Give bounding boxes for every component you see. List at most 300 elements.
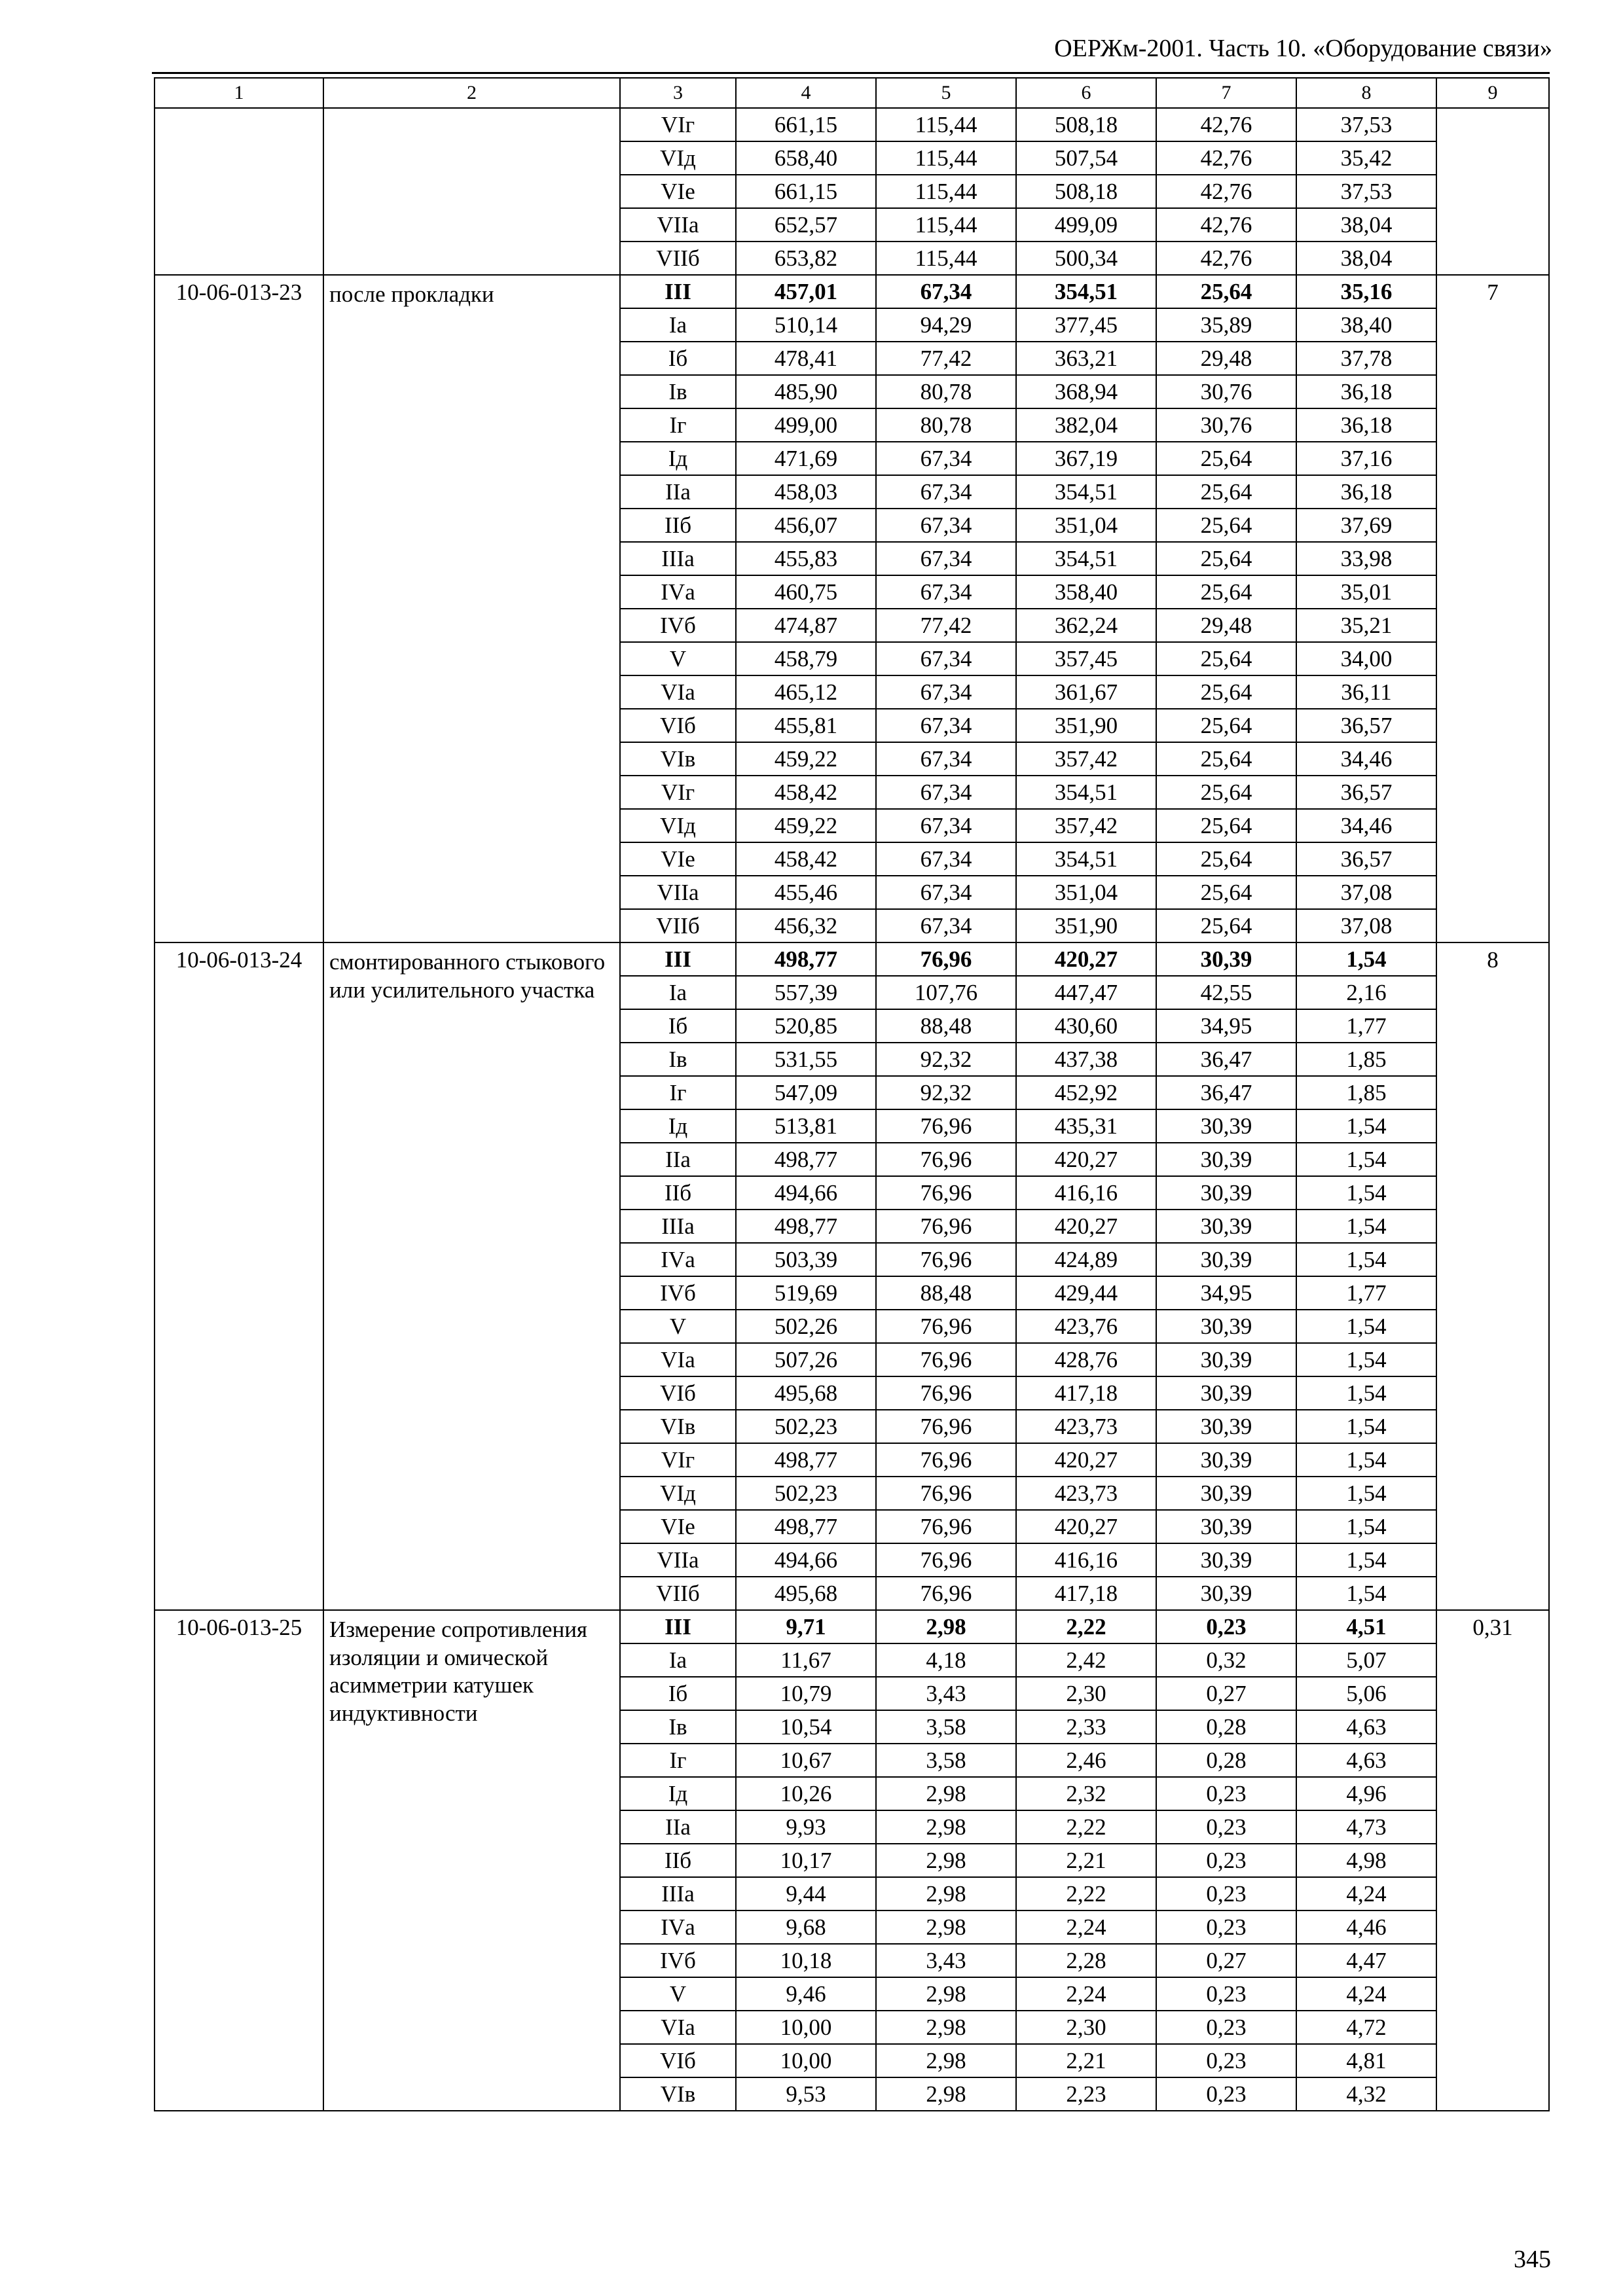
value-cell: 4,46: [1296, 1910, 1436, 1944]
rate-description: [323, 108, 620, 275]
value-cell: 4,63: [1296, 1744, 1436, 1777]
value-cell: 1,54: [1296, 1376, 1436, 1410]
zone-cell: Iб: [620, 1009, 736, 1043]
zone-cell: Iд: [620, 1109, 736, 1143]
value-cell: 2,98: [876, 1910, 1016, 1944]
value-cell: 29,48: [1156, 609, 1296, 642]
value-cell: 2,33: [1016, 1710, 1156, 1744]
value-cell: 652,57: [736, 208, 876, 242]
value-cell: 67,34: [876, 742, 1016, 776]
value-cell: 25,64: [1156, 876, 1296, 909]
value-cell: 25,64: [1156, 842, 1296, 876]
value-cell: 2,24: [1016, 1977, 1156, 2011]
rate-code: [155, 108, 323, 275]
value-cell: 30,39: [1156, 1443, 1296, 1477]
value-cell: 10,26: [736, 1777, 876, 1810]
value-cell: 3,43: [876, 1677, 1016, 1710]
zone-cell: IVа: [620, 1243, 736, 1276]
value-cell: 2,22: [1016, 1810, 1156, 1844]
zone-cell: VIIб: [620, 1577, 736, 1610]
value-cell: 658,40: [736, 141, 876, 175]
value-cell: 76,96: [876, 1410, 1016, 1443]
value-cell: 500,34: [1016, 242, 1156, 275]
zone-cell: Iд: [620, 1777, 736, 1810]
value-cell: 42,76: [1156, 141, 1296, 175]
value-cell: 67,34: [876, 442, 1016, 475]
value-cell: 498,77: [736, 1443, 876, 1477]
value-cell: 35,89: [1156, 308, 1296, 342]
page-number: 345: [1514, 2246, 1551, 2273]
column-9-value: [1436, 108, 1549, 275]
value-cell: 4,47: [1296, 1944, 1436, 1977]
rates-table: [154, 77, 1550, 2111]
value-cell: 485,90: [736, 375, 876, 408]
value-cell: 76,96: [876, 1109, 1016, 1143]
column-number: 4: [736, 78, 876, 108]
value-cell: 3,58: [876, 1710, 1016, 1744]
value-cell: 10,00: [736, 2044, 876, 2077]
rate-description: после прокладки: [323, 275, 620, 942]
value-cell: 1,54: [1296, 1577, 1436, 1610]
value-cell: 494,66: [736, 1176, 876, 1210]
zone-cell: Iд: [620, 442, 736, 475]
value-cell: 30,39: [1156, 1577, 1296, 1610]
value-cell: 35,01: [1296, 575, 1436, 609]
value-cell: 4,24: [1296, 1977, 1436, 2011]
value-cell: 357,45: [1016, 642, 1156, 675]
value-cell: 429,44: [1016, 1276, 1156, 1310]
value-cell: 25,64: [1156, 675, 1296, 709]
zone-cell: Iа: [620, 1643, 736, 1677]
value-cell: 499,00: [736, 408, 876, 442]
value-cell: 358,40: [1016, 575, 1156, 609]
value-cell: 76,96: [876, 1577, 1016, 1610]
value-cell: 458,79: [736, 642, 876, 675]
value-cell: 1,77: [1296, 1009, 1436, 1043]
zone-cell: III: [620, 942, 736, 976]
zone-cell: VIIа: [620, 876, 736, 909]
value-cell: 417,18: [1016, 1577, 1156, 1610]
value-cell: 25,64: [1156, 475, 1296, 509]
value-cell: 34,00: [1296, 642, 1436, 675]
column-number: 8: [1296, 78, 1436, 108]
value-cell: 423,73: [1016, 1410, 1156, 1443]
value-cell: 5,06: [1296, 1677, 1436, 1710]
value-cell: 25,64: [1156, 442, 1296, 475]
value-cell: 510,14: [736, 308, 876, 342]
value-cell: 25,64: [1156, 275, 1296, 308]
value-cell: 2,30: [1016, 1677, 1156, 1710]
value-cell: 428,76: [1016, 1343, 1156, 1376]
value-cell: 653,82: [736, 242, 876, 275]
value-cell: 1,77: [1296, 1276, 1436, 1310]
value-cell: 1,54: [1296, 1243, 1436, 1276]
value-cell: 351,04: [1016, 509, 1156, 542]
value-cell: 382,04: [1016, 408, 1156, 442]
value-cell: 30,39: [1156, 1210, 1296, 1243]
value-cell: 30,39: [1156, 1109, 1296, 1143]
value-cell: 30,76: [1156, 408, 1296, 442]
value-cell: 1,54: [1296, 1410, 1436, 1443]
value-cell: 115,44: [876, 175, 1016, 208]
value-cell: 10,18: [736, 1944, 876, 1977]
value-cell: 30,39: [1156, 942, 1296, 976]
value-cell: 67,34: [876, 509, 1016, 542]
value-cell: 0,28: [1156, 1710, 1296, 1744]
zone-cell: VIа: [620, 1343, 736, 1376]
value-cell: 30,76: [1156, 375, 1296, 408]
value-cell: 80,78: [876, 375, 1016, 408]
zone-cell: VIв: [620, 2077, 736, 2111]
value-cell: 1,54: [1296, 1176, 1436, 1210]
value-cell: 423,76: [1016, 1310, 1156, 1343]
value-cell: 107,76: [876, 976, 1016, 1009]
value-cell: 494,66: [736, 1543, 876, 1577]
zone-cell: IIIа: [620, 542, 736, 575]
value-cell: 416,16: [1016, 1543, 1156, 1577]
value-cell: 25,64: [1156, 542, 1296, 575]
value-cell: 115,44: [876, 108, 1016, 141]
value-cell: 67,34: [876, 809, 1016, 842]
value-cell: 30,39: [1156, 1376, 1296, 1410]
zone-cell: Iб: [620, 342, 736, 375]
value-cell: 35,21: [1296, 609, 1436, 642]
zone-cell: III: [620, 1610, 736, 1643]
value-cell: 30,39: [1156, 1477, 1296, 1510]
value-cell: 2,21: [1016, 2044, 1156, 2077]
zone-cell: Iг: [620, 408, 736, 442]
value-cell: 35,16: [1296, 275, 1436, 308]
value-cell: 2,98: [876, 1977, 1016, 2011]
value-cell: 9,53: [736, 2077, 876, 2111]
value-cell: 0,23: [1156, 1977, 1296, 2011]
zone-cell: IVб: [620, 609, 736, 642]
column-number: 3: [620, 78, 736, 108]
value-cell: 0,23: [1156, 2077, 1296, 2111]
column-number: 9: [1436, 78, 1549, 108]
value-cell: 38,04: [1296, 208, 1436, 242]
value-cell: 0,27: [1156, 1677, 1296, 1710]
value-cell: 30,39: [1156, 1543, 1296, 1577]
value-cell: 76,96: [876, 1176, 1016, 1210]
value-cell: 30,39: [1156, 1143, 1296, 1176]
value-cell: 502,26: [736, 1310, 876, 1343]
value-cell: 115,44: [876, 141, 1016, 175]
value-cell: 30,39: [1156, 1510, 1296, 1543]
value-cell: 503,39: [736, 1243, 876, 1276]
zone-cell: Iа: [620, 976, 736, 1009]
value-cell: 67,34: [876, 709, 1016, 742]
zone-cell: IIа: [620, 475, 736, 509]
value-cell: 42,76: [1156, 175, 1296, 208]
value-cell: 10,67: [736, 1744, 876, 1777]
value-cell: 459,22: [736, 742, 876, 776]
value-cell: 76,96: [876, 1310, 1016, 1343]
zone-cell: III: [620, 275, 736, 308]
zone-cell: IIIа: [620, 1877, 736, 1910]
value-cell: 456,07: [736, 509, 876, 542]
zone-cell: VIв: [620, 742, 736, 776]
value-cell: 362,24: [1016, 609, 1156, 642]
value-cell: 502,23: [736, 1410, 876, 1443]
value-cell: 2,42: [1016, 1643, 1156, 1677]
value-cell: 0,28: [1156, 1744, 1296, 1777]
value-cell: 2,98: [876, 2077, 1016, 2111]
value-cell: 2,98: [876, 2044, 1016, 2077]
value-cell: 37,08: [1296, 876, 1436, 909]
value-cell: 458,03: [736, 475, 876, 509]
value-cell: 33,98: [1296, 542, 1436, 575]
zone-cell: VIа: [620, 675, 736, 709]
value-cell: 351,04: [1016, 876, 1156, 909]
zone-cell: IVа: [620, 575, 736, 609]
value-cell: 1,54: [1296, 1143, 1436, 1176]
value-cell: 30,39: [1156, 1410, 1296, 1443]
zone-cell: VIIа: [620, 1543, 736, 1577]
zone-cell: Iв: [620, 1043, 736, 1076]
rate-code: 10-06-013-25: [155, 1610, 323, 2111]
value-cell: 447,47: [1016, 976, 1156, 1009]
value-cell: 4,51: [1296, 1610, 1436, 1643]
table-body: [155, 78, 1549, 2111]
value-cell: 0,27: [1156, 1944, 1296, 1977]
value-cell: 67,34: [876, 642, 1016, 675]
value-cell: 420,27: [1016, 1143, 1156, 1176]
rate-code: 10-06-013-24: [155, 942, 323, 1610]
value-cell: 76,96: [876, 1443, 1016, 1477]
value-cell: 76,96: [876, 1510, 1016, 1543]
value-cell: 4,81: [1296, 2044, 1436, 2077]
value-cell: 88,48: [876, 1009, 1016, 1043]
value-cell: 2,21: [1016, 1844, 1156, 1877]
zone-cell: Iб: [620, 1677, 736, 1710]
zone-cell: Iг: [620, 1076, 736, 1109]
value-cell: 531,55: [736, 1043, 876, 1076]
value-cell: 354,51: [1016, 475, 1156, 509]
column-number: 6: [1016, 78, 1156, 108]
value-cell: 4,63: [1296, 1710, 1436, 1744]
zone-cell: VIа: [620, 2011, 736, 2044]
zone-cell: VIIа: [620, 208, 736, 242]
value-cell: 4,18: [876, 1643, 1016, 1677]
value-cell: 1,54: [1296, 1443, 1436, 1477]
value-cell: 2,98: [876, 1844, 1016, 1877]
value-cell: 519,69: [736, 1276, 876, 1310]
value-cell: 9,71: [736, 1610, 876, 1643]
value-cell: 115,44: [876, 242, 1016, 275]
value-cell: 30,39: [1156, 1343, 1296, 1376]
value-cell: 92,32: [876, 1076, 1016, 1109]
value-cell: 498,77: [736, 1143, 876, 1176]
value-cell: 67,34: [876, 842, 1016, 876]
zone-cell: V: [620, 1310, 736, 1343]
value-cell: 2,30: [1016, 2011, 1156, 2044]
value-cell: 4,98: [1296, 1844, 1436, 1877]
rate-description: Измерение сопротивления изоляции и омической асимметрии катушек индуктивности: [323, 1610, 620, 2111]
value-cell: 417,18: [1016, 1376, 1156, 1410]
value-cell: 435,31: [1016, 1109, 1156, 1143]
value-cell: 430,60: [1016, 1009, 1156, 1043]
value-cell: 35,42: [1296, 141, 1436, 175]
zone-cell: VIб: [620, 709, 736, 742]
zone-cell: IVа: [620, 1910, 736, 1944]
zone-cell: IVб: [620, 1944, 736, 1977]
value-cell: 67,34: [876, 909, 1016, 942]
value-cell: 37,69: [1296, 509, 1436, 542]
zone-cell: VIе: [620, 175, 736, 208]
value-cell: 67,34: [876, 876, 1016, 909]
value-cell: 2,98: [876, 1877, 1016, 1910]
value-cell: 1,54: [1296, 1510, 1436, 1543]
value-cell: 76,96: [876, 942, 1016, 976]
value-cell: 36,18: [1296, 408, 1436, 442]
value-cell: 502,23: [736, 1477, 876, 1510]
value-cell: 2,22: [1016, 1877, 1156, 1910]
value-cell: 0,23: [1156, 1910, 1296, 1944]
value-cell: 9,68: [736, 1910, 876, 1944]
value-cell: 1,85: [1296, 1076, 1436, 1109]
value-cell: 1,54: [1296, 942, 1436, 976]
value-cell: 457,01: [736, 275, 876, 308]
value-cell: 354,51: [1016, 842, 1156, 876]
zone-cell: VIб: [620, 2044, 736, 2077]
value-cell: 0,23: [1156, 1610, 1296, 1643]
value-cell: 25,64: [1156, 776, 1296, 809]
value-cell: 36,18: [1296, 475, 1436, 509]
value-cell: 557,39: [736, 976, 876, 1009]
value-cell: 36,57: [1296, 709, 1436, 742]
zone-cell: IIа: [620, 1143, 736, 1176]
value-cell: 38,04: [1296, 242, 1436, 275]
value-cell: 30,39: [1156, 1310, 1296, 1343]
value-cell: 478,41: [736, 342, 876, 375]
value-cell: 37,53: [1296, 108, 1436, 141]
column-number: 5: [876, 78, 1016, 108]
value-cell: 37,78: [1296, 342, 1436, 375]
value-cell: 351,90: [1016, 709, 1156, 742]
value-cell: 36,47: [1156, 1076, 1296, 1109]
value-cell: 0,23: [1156, 1810, 1296, 1844]
value-cell: 2,24: [1016, 1910, 1156, 1944]
value-cell: 36,57: [1296, 776, 1436, 809]
value-cell: 10,79: [736, 1677, 876, 1710]
value-cell: 3,58: [876, 1744, 1016, 1777]
value-cell: 507,54: [1016, 141, 1156, 175]
zone-cell: VIг: [620, 776, 736, 809]
value-cell: 520,85: [736, 1009, 876, 1043]
zone-cell: VIг: [620, 1443, 736, 1477]
value-cell: 0,23: [1156, 1777, 1296, 1810]
value-cell: 460,75: [736, 575, 876, 609]
value-cell: 37,08: [1296, 909, 1436, 942]
value-cell: 507,26: [736, 1343, 876, 1376]
value-cell: 2,46: [1016, 1744, 1156, 1777]
value-cell: 2,23: [1016, 2077, 1156, 2111]
value-cell: 452,92: [1016, 1076, 1156, 1109]
value-cell: 25,64: [1156, 742, 1296, 776]
zone-cell: VIд: [620, 1477, 736, 1510]
value-cell: 2,22: [1016, 1610, 1156, 1643]
value-cell: 437,38: [1016, 1043, 1156, 1076]
value-cell: 10,00: [736, 2011, 876, 2044]
value-cell: 474,87: [736, 609, 876, 642]
value-cell: 4,24: [1296, 1877, 1436, 1910]
value-cell: 10,17: [736, 1844, 876, 1877]
value-cell: 25,64: [1156, 575, 1296, 609]
value-cell: 37,53: [1296, 175, 1436, 208]
value-cell: 36,18: [1296, 375, 1436, 408]
value-cell: 661,15: [736, 108, 876, 141]
value-cell: 2,16: [1296, 976, 1436, 1009]
table-row: [155, 275, 1549, 308]
value-cell: 76,96: [876, 1477, 1016, 1510]
value-cell: 80,78: [876, 408, 1016, 442]
value-cell: 458,42: [736, 842, 876, 876]
zone-cell: V: [620, 1977, 736, 2011]
table-row: [155, 942, 1549, 976]
value-cell: 420,27: [1016, 1210, 1156, 1243]
value-cell: 420,27: [1016, 942, 1156, 976]
column-number-row: [155, 78, 1549, 108]
value-cell: 5,07: [1296, 1643, 1436, 1677]
value-cell: 498,77: [736, 942, 876, 976]
zone-cell: VIб: [620, 1376, 736, 1410]
value-cell: 0,23: [1156, 1844, 1296, 1877]
value-cell: 92,32: [876, 1043, 1016, 1076]
value-cell: 4,72: [1296, 2011, 1436, 2044]
zone-cell: IIб: [620, 1844, 736, 1877]
value-cell: 465,12: [736, 675, 876, 709]
value-cell: 420,27: [1016, 1510, 1156, 1543]
value-cell: 34,95: [1156, 1009, 1296, 1043]
zone-cell: Iв: [620, 1710, 736, 1744]
value-cell: 76,96: [876, 1143, 1016, 1176]
value-cell: 34,95: [1156, 1276, 1296, 1310]
value-cell: 2,28: [1016, 1944, 1156, 1977]
value-cell: 36,11: [1296, 675, 1436, 709]
value-cell: 30,39: [1156, 1243, 1296, 1276]
zone-cell: VIд: [620, 141, 736, 175]
zone-cell: Iв: [620, 375, 736, 408]
value-cell: 2,98: [876, 1610, 1016, 1643]
value-cell: 94,29: [876, 308, 1016, 342]
zone-cell: IIа: [620, 1810, 736, 1844]
value-cell: 458,42: [736, 776, 876, 809]
value-cell: 508,18: [1016, 175, 1156, 208]
value-cell: 351,90: [1016, 909, 1156, 942]
value-cell: 25,64: [1156, 709, 1296, 742]
value-cell: 547,09: [736, 1076, 876, 1109]
value-cell: 2,98: [876, 2011, 1016, 2044]
column-number: 7: [1156, 78, 1296, 108]
value-cell: 76,96: [876, 1543, 1016, 1577]
value-cell: 88,48: [876, 1276, 1016, 1310]
value-cell: 67,34: [876, 542, 1016, 575]
column-9-value: 0,31: [1436, 1610, 1549, 2111]
zone-cell: VIв: [620, 1410, 736, 1443]
value-cell: 363,21: [1016, 342, 1156, 375]
value-cell: 495,68: [736, 1376, 876, 1410]
value-cell: 423,73: [1016, 1477, 1156, 1510]
running-header: ОЕРЖм-2001. Часть 10. «Оборудование связи»: [1054, 35, 1552, 62]
rate-code: 10-06-013-23: [155, 275, 323, 942]
value-cell: 36,57: [1296, 842, 1436, 876]
value-cell: 34,46: [1296, 809, 1436, 842]
value-cell: 513,81: [736, 1109, 876, 1143]
value-cell: 9,44: [736, 1877, 876, 1910]
zone-cell: VIIб: [620, 242, 736, 275]
value-cell: 76,96: [876, 1210, 1016, 1243]
